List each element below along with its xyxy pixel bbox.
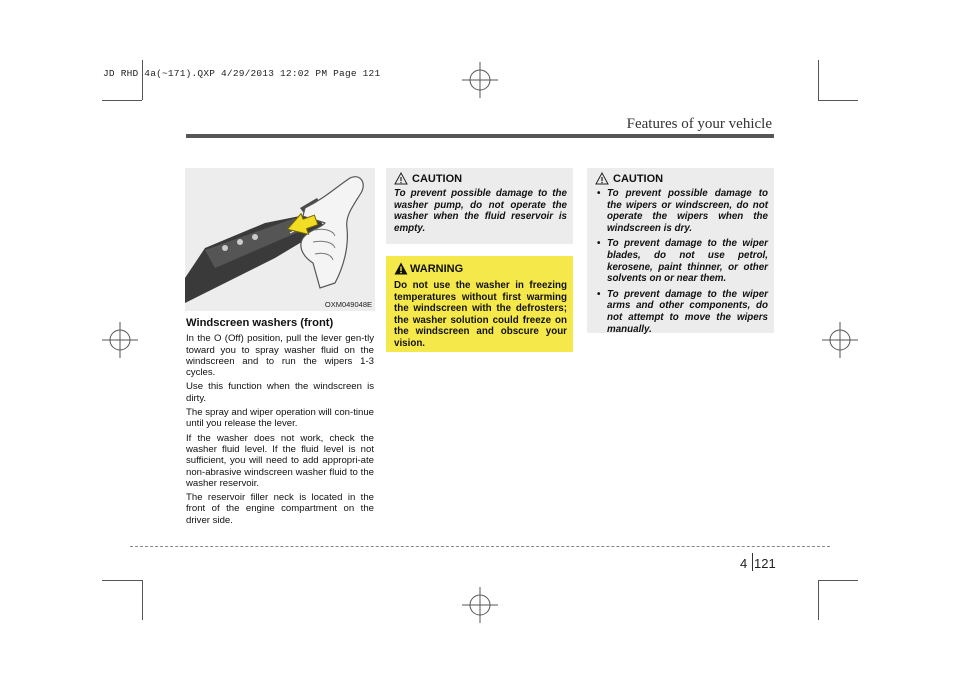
page-number: 121 (754, 556, 776, 571)
figure-code: OXM049048E (324, 300, 372, 309)
paragraph: Use this function when the windscreen is dirty. (186, 381, 374, 404)
caution-list (595, 188, 768, 339)
warning-title: WARNING (410, 263, 464, 275)
crop-mark (142, 580, 143, 620)
crop-mark (818, 580, 858, 581)
crop-mark (818, 580, 819, 620)
caution-item: • To prevent possible damage to the wipers or windscreen, do not operate the wipers when the windscreen is dry. (595, 188, 768, 234)
paragraph: If the washer does not work, check the washer fluid level. If the fluid level is not sufficient, you will need to add appropri-ate non-abrasive windscreen washer fluid to the washer reservoir. (186, 432, 374, 489)
warning-text: Do not use the washer in freezing temperatures without first warming the windscreen with the defrosters; the washer solution could freeze on the windscreen and obscure your vision. (394, 280, 567, 349)
footer-dashed-rule (130, 546, 830, 547)
caution-title: CAUTION (412, 173, 463, 185)
paragraph: The spray and wiper operation will con-tinue until you release the lever. (186, 407, 374, 430)
print-slug: JD RHD 4a(~171).QXP 4/29/2013 12:02 PM Page 121 (103, 68, 381, 79)
caution-triangle-icon (394, 172, 408, 185)
header-rule (186, 134, 774, 138)
section-title: Windscreen washers (front) (186, 317, 334, 329)
crop-mark (818, 60, 819, 100)
paragraph: In the O (Off) position, pull the lever gen-tly toward you to spray washer fluid on the windscreen and to run the wipers 1-3 cycles. (186, 333, 374, 379)
caution-box-wipers (587, 168, 774, 333)
washer-section (186, 318, 374, 529)
registration-mark-left (100, 320, 140, 360)
registration-mark-right (820, 320, 860, 360)
wiper-lever-illustration (185, 168, 375, 311)
chapter-number: 4 (740, 556, 748, 571)
wiper-lever-figure (185, 168, 375, 311)
paragraph: The reservoir filler neck is located in the front of the engine compartment on the driver side. (186, 492, 374, 526)
caution-triangle-icon (595, 172, 609, 185)
warning-triangle-icon (394, 262, 408, 275)
caution-text: To prevent possible damage to the washer pump, do not operate the washer when the fluid reservoir is empty. (394, 188, 567, 234)
page-number-separator (752, 553, 753, 571)
crop-mark (818, 100, 858, 101)
crop-mark (142, 60, 143, 100)
crop-mark (102, 580, 142, 581)
registration-mark-top (460, 60, 500, 100)
crop-mark (102, 100, 142, 101)
registration-mark-bottom (460, 585, 500, 625)
caution-title: CAUTION (613, 173, 664, 185)
caution-item: • To prevent damage to the wiper arms and other components, do not attempt to move the wipers manually. (595, 289, 768, 335)
warning-box-freezing (386, 256, 573, 352)
caution-box-washer-pump (386, 168, 573, 244)
page-header-title: Features of your vehicle (626, 116, 772, 132)
caution-item: • To prevent damage to the wiper blades, do not use petrol, kerosene, paint thinner, or other solvents on or near them. (595, 238, 768, 284)
